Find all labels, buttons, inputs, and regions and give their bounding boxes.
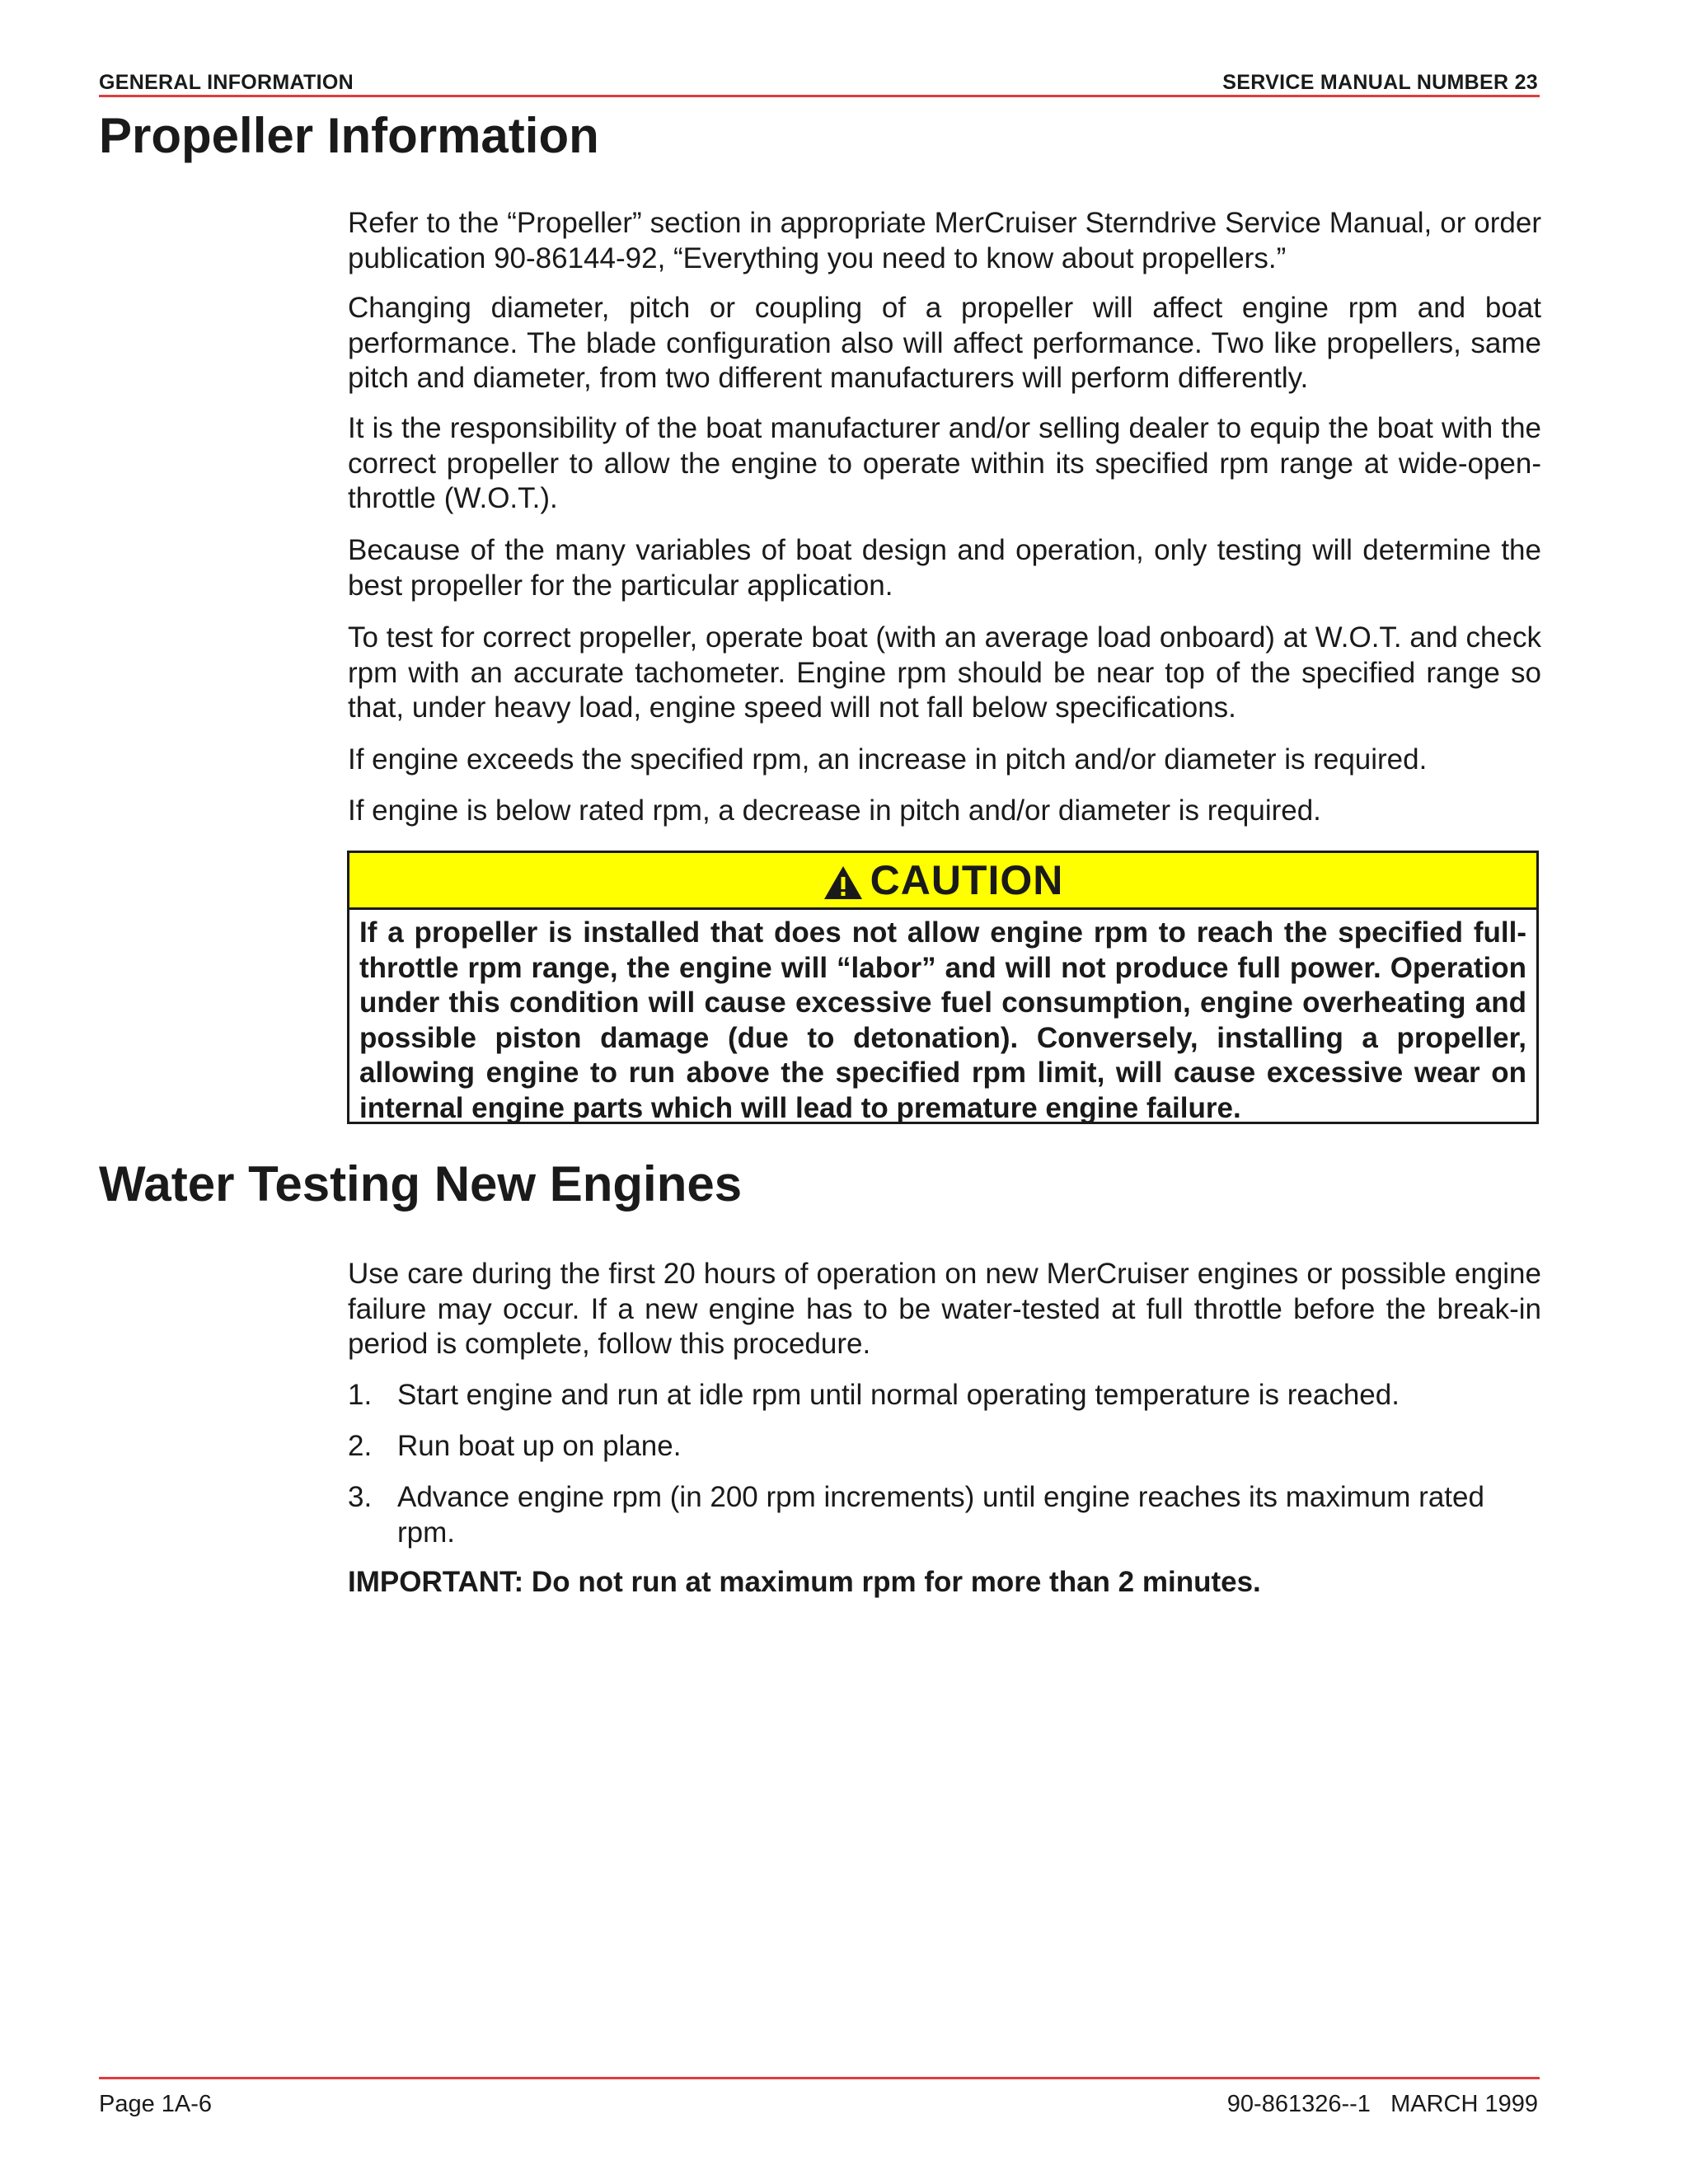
procedure-step	[348, 1429, 1541, 1465]
caution-text: If a propeller is installed that does not allow engine rpm to reach the specified full-throttle rpm range, the engine will “labor” and will not produce full power. Operation under this condition will cause excessive fuel consumption, engine overheating and possible piston damage (due to detonation). Conversely, installing a propeller, allowing engine to run above the specified rpm limit, will cause excessive wear on internal engine parts which will lead to premature engine failure.	[359, 916, 1526, 1124]
footer-document-id: 90-861326--1 MARCH 1999	[1226, 2091, 1538, 2117]
propeller-paragraph: If engine is below rated rpm, a decrease in pitch and/or diameter is required.	[348, 794, 1321, 827]
step-number: 1.	[348, 1379, 373, 1411]
footer-page-number: Page 1A-6	[99, 2091, 213, 2117]
propeller-paragraph: If engine exceeds the specified rpm, an increase in pitch and/or diameter is required.	[348, 743, 1428, 776]
propeller-paragraph: Refer to the “Propeller” section in appropriate MerCruiser Sterndrive Service Manual, or order publication 90-86144-92, “Everything you need to know about propellers.”	[348, 207, 1541, 274]
step-text: Start engine and run at idle rpm until normal operating temperature is reached.	[397, 1379, 1400, 1411]
procedure-step	[348, 1480, 1541, 1550]
step-text: Advance engine rpm (in 200 rpm increments) until engine reaches its maximum rated rpm.	[397, 1481, 1484, 1549]
propeller-paragraph: To test for correct propeller, operate boat (with an average load onboard) at W.O.T. and check rpm with an accurate tachometer. Engine rpm should be near top of the specified range so that, under heavy load, engine speed will not fall below specifications.	[348, 621, 1541, 724]
header-rule	[99, 95, 1540, 97]
caution-box	[347, 851, 1539, 1124]
propeller-paragraph: It is the responsibility of the boat manufacturer and/or selling dealer to equip the boat with the correct propeller to allow the engine to operate within its specified rpm range at wide-open-throttle (W.O.T.).	[348, 412, 1541, 514]
step-number: 2.	[348, 1430, 373, 1462]
water-testing-heading: Water Testing New Engines	[99, 1156, 743, 1212]
important-note: IMPORTANT: Do not run at maximum rpm for more than 2 minutes.	[348, 1566, 1261, 1598]
footer-rule	[99, 2077, 1540, 2079]
warning-triangle-icon	[823, 865, 864, 901]
propeller-paragraph: Because of the many variables of boat design and operation, only testing will determine the best propeller for the particular application.	[348, 534, 1541, 602]
header-manual-number: SERVICE MANUAL NUMBER 23	[1222, 71, 1538, 94]
propeller-paragraph: Changing diameter, pitch or coupling of a propeller will affect engine rpm and boat performance. The blade configuration also will affect performance. Two like propellers, same pitch and diameter, from two different manufacturers will perform differently.	[348, 292, 1541, 394]
water-testing-intro: Use care during the first 20 hours of operation on new MerCruiser engines or possible engine failure may occur. If a new engine has to be water-tested at full throttle before the break-in period is complete, follow this procedure.	[348, 1258, 1541, 1360]
caution-label: CAUTION	[870, 857, 1064, 903]
header-section: GENERAL INFORMATION	[99, 71, 354, 94]
procedure-step	[348, 1378, 1541, 1413]
step-text: Run boat up on plane.	[397, 1430, 682, 1462]
caution-header	[349, 853, 1536, 910]
step-number: 3.	[348, 1481, 373, 1513]
propeller-heading: Propeller Information	[99, 108, 599, 163]
